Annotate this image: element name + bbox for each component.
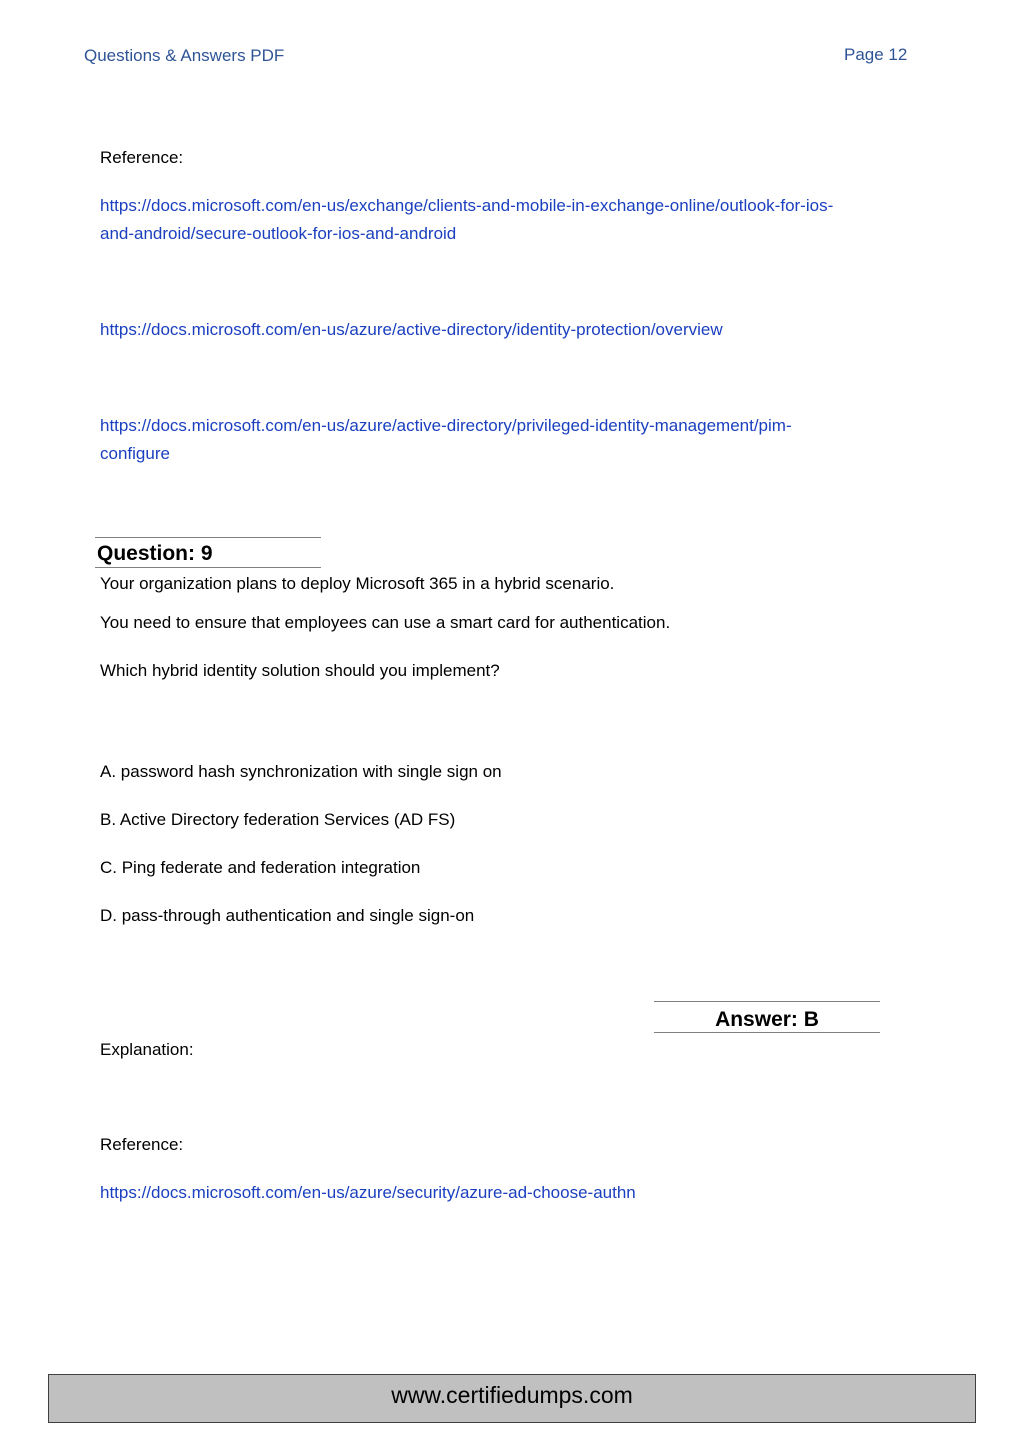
reference-label: Reference: [100,148,184,167]
page-number: Page 12 [844,45,908,64]
footer-site-link[interactable]: www.certifiedumps.com [391,1382,633,1408]
explanation-link[interactable] [100,1179,636,1207]
reference-link-3-line2[interactable]: configure [100,444,170,463]
answer: Answer: B [715,1008,819,1031]
reference-link-3-line1[interactable]: https://docs.microsoft.com/en-us/azure/active-directory/privileged-identity-management/pim- [100,416,792,435]
header-title: Questions & Answers PDF [84,46,285,65]
reference-link-1-line2[interactable]: and-android/secure-outlook-for-ios-and-android [100,224,457,243]
explanation-link-text[interactable]: https://docs.microsoft.com/en-us/azure/security/azure-ad-choose-authn [100,1183,636,1202]
reference-link-3[interactable] [100,412,960,468]
option-d: D. pass-through authentication and single sign-on [100,906,475,925]
question-line-3: Which hybrid identity solution should you implement? [100,661,500,680]
footer-banner [48,1374,976,1423]
option-c: C. Ping federate and federation integration [100,858,421,877]
reference-link-2[interactable] [100,316,960,344]
question-title: Question: 9 [97,542,213,565]
question-top-rule [95,537,321,538]
question-line-1: Your organization plans to deploy Microsoft 365 in a hybrid scenario. [100,574,615,593]
answer-bottom-rule [654,1032,880,1033]
explanation-label: Explanation: [100,1040,194,1059]
question-line-2: You need to ensure that employees can use a smart card for authentication. [100,613,671,632]
reference-link-1-line1[interactable]: https://docs.microsoft.com/en-us/exchange/clients-and-mobile-in-exchange-online/outlook-for-ios- [100,196,834,215]
option-b: B. Active Directory federation Services (AD FS) [100,810,456,829]
question-bottom-rule [95,567,321,568]
reference-link-1[interactable] [100,192,960,248]
option-a: A. password hash synchronization with single sign on [100,762,502,781]
reference-link-2-line1[interactable]: https://docs.microsoft.com/en-us/azure/active-directory/identity-protection/overview [100,320,723,339]
answer-top-rule [654,1001,880,1002]
explanation-reference-label: Reference: [100,1135,184,1154]
